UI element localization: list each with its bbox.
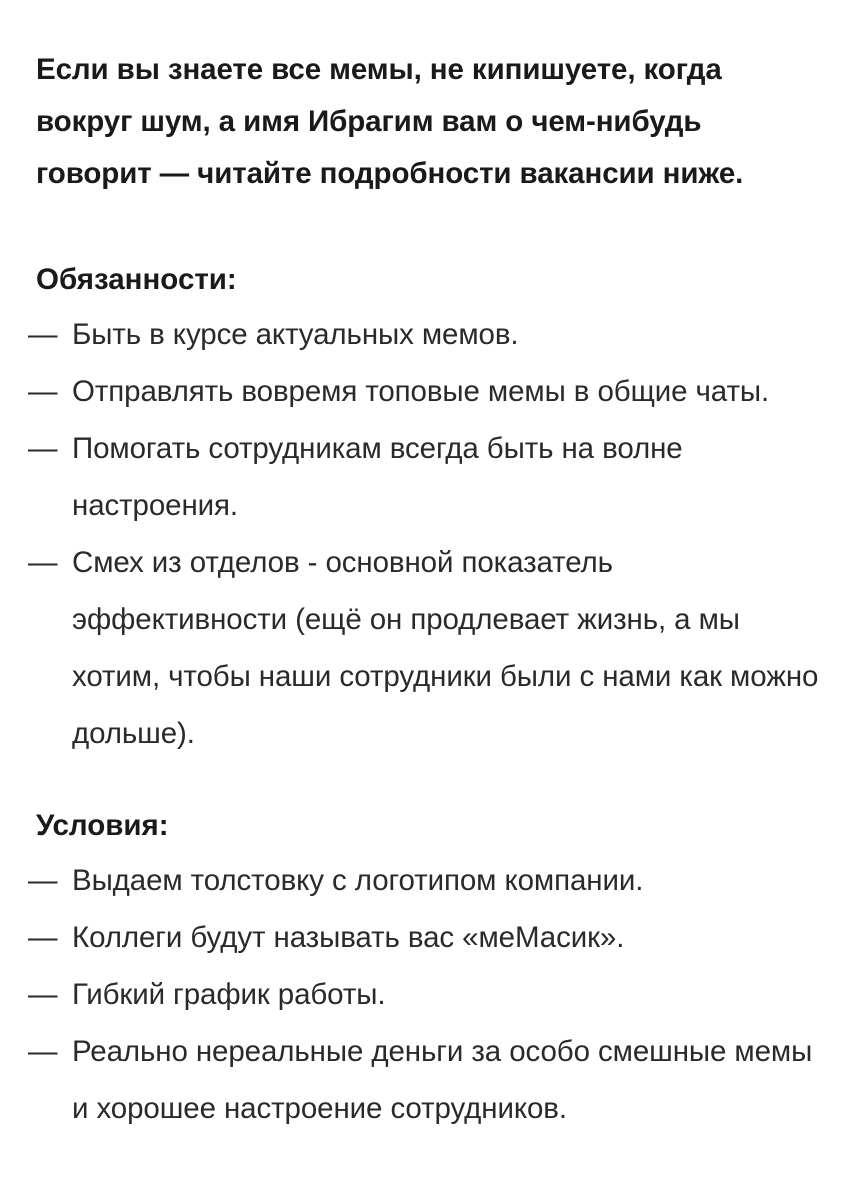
- duty-text: Быть в курсе актуальных мемов.: [72, 318, 519, 351]
- intro-paragraph: Если вы знаете все мемы, не кипишуете, когда вокруг шум, а имя Ибрагим вам о чем-нибудь говорит — читайте подробности вакансии ниже.: [36, 53, 744, 190]
- list-item: [28, 420, 825, 534]
- list-item: [28, 852, 825, 909]
- conditions-heading: Условия:: [36, 809, 169, 842]
- list-item: [28, 966, 825, 1023]
- list-item: [28, 909, 825, 966]
- list-item: [28, 363, 825, 420]
- condition-text: Выдаем толстовку с логотипом компании.: [72, 864, 644, 897]
- duties-list: [28, 306, 825, 762]
- list-item: [28, 1023, 825, 1137]
- dash-marker: —: [28, 978, 58, 1011]
- dash-marker: —: [28, 921, 58, 954]
- conditions-list: [28, 852, 825, 1137]
- duty-text: Смех из отделов - основной показатель эффективности (ещё он продлевает жизнь, а мы хотим, чтобы наши сотрудники были с нами как можно дольше).: [72, 546, 819, 750]
- dash-marker: —: [28, 864, 58, 897]
- duty-text: Отправлять вовремя топовые мемы в общие чаты.: [72, 375, 770, 408]
- condition-text: Коллеги будут называть вас «меМасик».: [72, 921, 625, 954]
- dash-marker: —: [28, 375, 58, 408]
- dash-marker: —: [28, 546, 58, 579]
- list-item: [28, 306, 825, 363]
- duty-text: Помогать сотрудникам всегда быть на волне настроения.: [72, 432, 683, 522]
- dash-marker: —: [28, 318, 58, 351]
- condition-text: Гибкий график работы.: [72, 978, 386, 1011]
- condition-text: Реально нереальные деньги за особо смешные мемы и хорошее настроение сотрудников.: [72, 1035, 813, 1125]
- dash-marker: —: [28, 432, 58, 465]
- list-item: [28, 534, 825, 762]
- dash-marker: —: [28, 1035, 58, 1068]
- duties-heading: Обязанности:: [36, 263, 237, 296]
